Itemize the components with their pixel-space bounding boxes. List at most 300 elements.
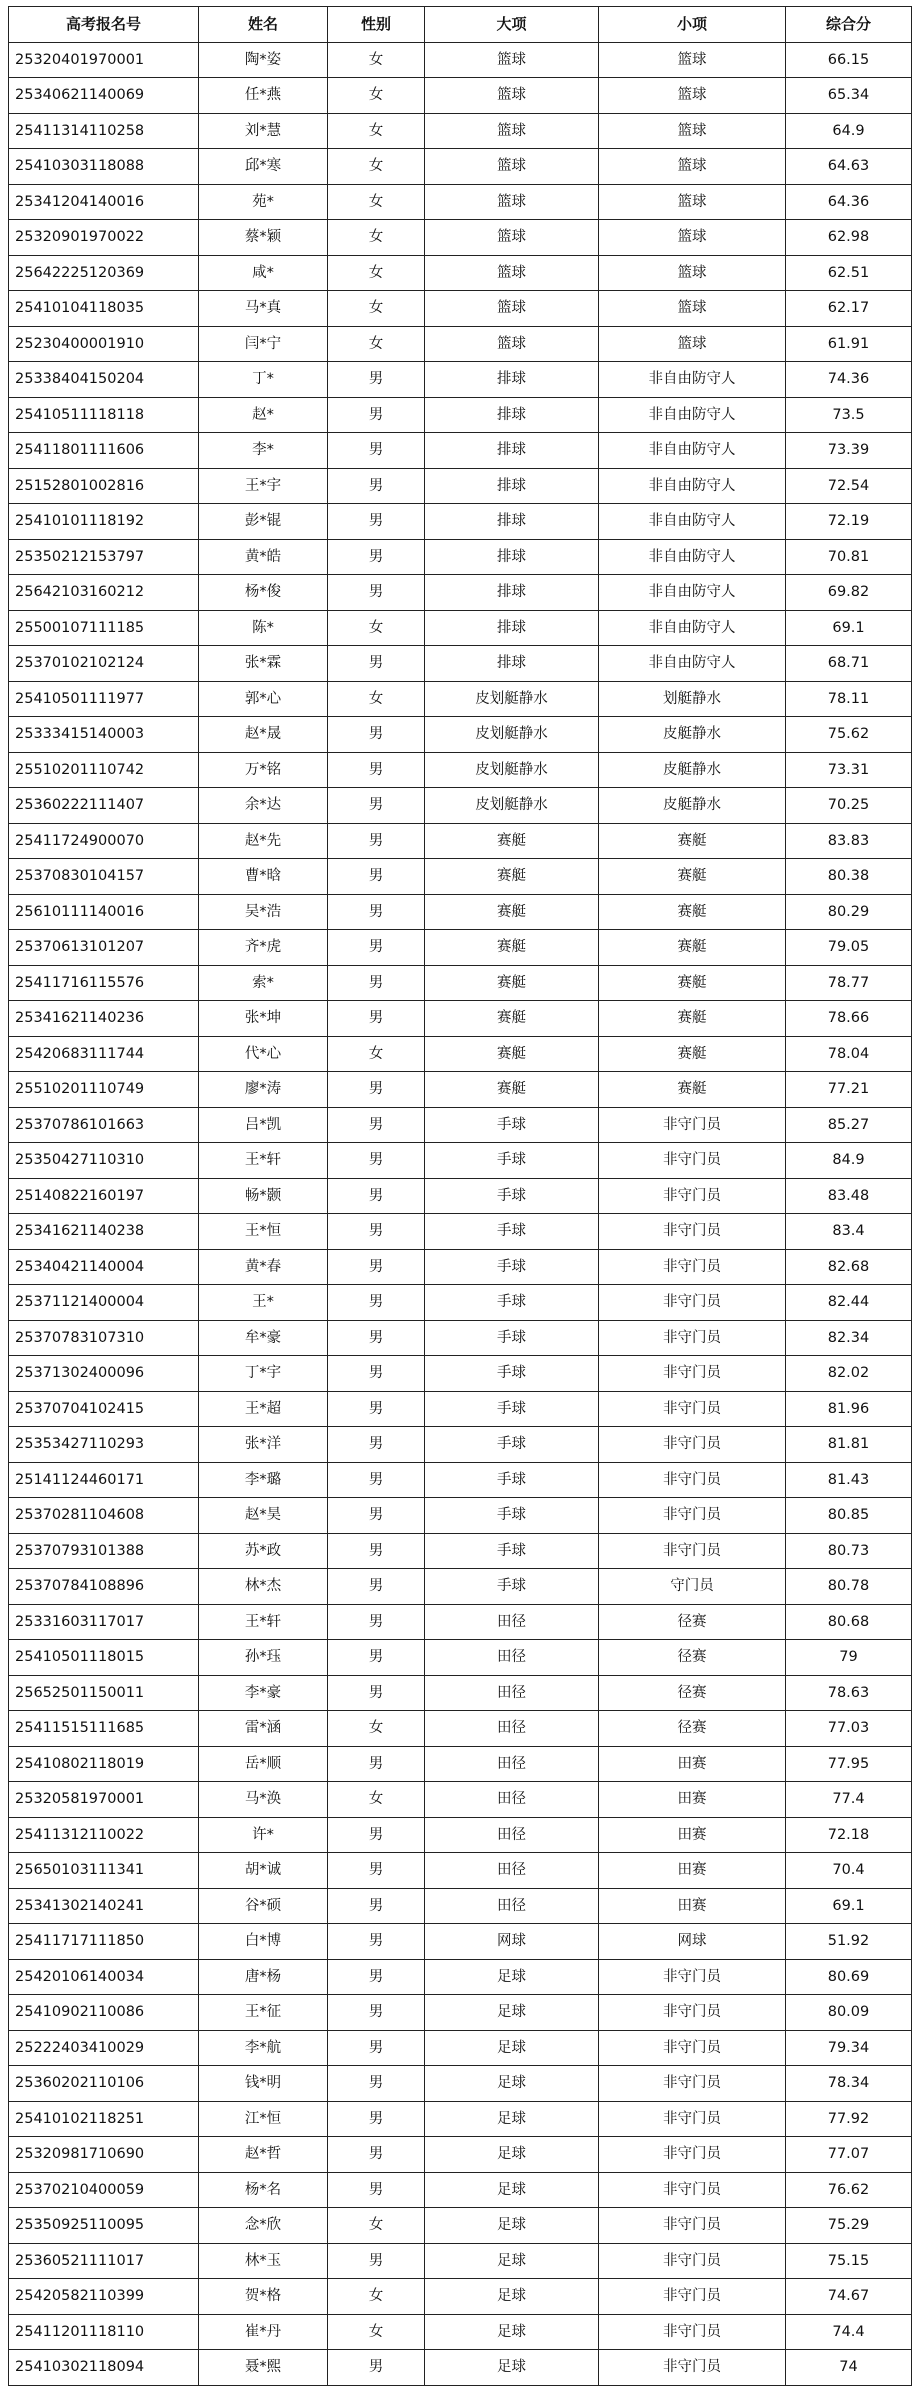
sport-cell: 足球 [425, 2243, 599, 2279]
name-cell: 黄*皓 [199, 539, 328, 575]
event-cell: 径赛 [599, 1604, 786, 1640]
table-row [9, 1817, 912, 1853]
name-cell: 吴*浩 [199, 894, 328, 930]
sport-cell: 赛艇 [425, 859, 599, 895]
name-cell: 胡*诚 [199, 1853, 328, 1889]
name-cell: 贺*格 [199, 2279, 328, 2315]
sport-cell: 手球 [425, 1249, 599, 1285]
exam-id-cell: 25370210400059 [9, 2172, 199, 2208]
gender-cell: 男 [328, 397, 425, 433]
header-score: 综合分 [786, 7, 912, 43]
gender-cell: 男 [328, 2350, 425, 2386]
score-cell: 80.09 [786, 1995, 912, 2031]
table-row [9, 1178, 912, 1214]
name-cell: 牟*豪 [199, 1320, 328, 1356]
score-cell: 68.71 [786, 646, 912, 682]
sport-cell: 排球 [425, 362, 599, 398]
exam-id-cell: 25410101118192 [9, 504, 199, 540]
event-cell: 非守门员 [599, 1356, 786, 1392]
exam-id-cell: 25610111140016 [9, 894, 199, 930]
gender-cell: 男 [328, 1817, 425, 1853]
event-cell: 赛艇 [599, 1001, 786, 1037]
sport-cell: 足球 [425, 2350, 599, 2386]
gender-cell: 女 [328, 291, 425, 327]
sport-cell: 手球 [425, 1107, 599, 1143]
table-row [9, 717, 912, 753]
sport-cell: 皮划艇静水 [425, 788, 599, 824]
score-cell: 80.73 [786, 1533, 912, 1569]
score-cell: 76.62 [786, 2172, 912, 2208]
exam-id-cell: 25411724900070 [9, 823, 199, 859]
score-cell: 72.19 [786, 504, 912, 540]
sport-cell: 足球 [425, 2314, 599, 2350]
score-cell: 75.62 [786, 717, 912, 753]
exam-id-cell: 25410104118035 [9, 291, 199, 327]
name-cell: 齐*虎 [199, 930, 328, 966]
event-cell: 划艇静水 [599, 681, 786, 717]
name-cell: 蔡*颖 [199, 220, 328, 256]
score-cell: 77.92 [786, 2101, 912, 2137]
event-cell: 非守门员 [599, 1178, 786, 1214]
event-cell: 赛艇 [599, 859, 786, 895]
exam-id-cell: 25411201118110 [9, 2314, 199, 2350]
event-cell: 非守门员 [599, 1462, 786, 1498]
exam-id-cell: 25411716115576 [9, 965, 199, 1001]
exam-id-cell: 25370613101207 [9, 930, 199, 966]
exam-id-cell: 25371121400004 [9, 1285, 199, 1321]
sport-cell: 手球 [425, 1285, 599, 1321]
table-row [9, 2137, 912, 2173]
table-row [9, 894, 912, 930]
event-cell: 田赛 [599, 1888, 786, 1924]
score-cell: 70.81 [786, 539, 912, 575]
name-cell: 苑* [199, 184, 328, 220]
score-cell: 74 [786, 2350, 912, 2386]
gender-cell: 男 [328, 1249, 425, 1285]
name-cell: 赵* [199, 397, 328, 433]
table-row [9, 255, 912, 291]
event-cell: 非自由防守人 [599, 468, 786, 504]
score-cell: 78.66 [786, 1001, 912, 1037]
score-cell: 82.02 [786, 1356, 912, 1392]
sport-cell: 排球 [425, 433, 599, 469]
gender-cell: 男 [328, 1533, 425, 1569]
exam-id-cell: 25500107111185 [9, 610, 199, 646]
gender-cell: 女 [328, 610, 425, 646]
table-header-row [9, 7, 912, 43]
exam-id-cell: 25320401970001 [9, 42, 199, 78]
gender-cell: 男 [328, 1640, 425, 1676]
event-cell: 非守门员 [599, 1285, 786, 1321]
event-cell: 非守门员 [599, 2172, 786, 2208]
exam-id-cell: 25341621140238 [9, 1214, 199, 1250]
gender-cell: 男 [328, 1107, 425, 1143]
gender-cell: 男 [328, 539, 425, 575]
table-row [9, 1569, 912, 1605]
event-cell: 篮球 [599, 42, 786, 78]
name-cell: 李* [199, 433, 328, 469]
name-cell: 马*涣 [199, 1782, 328, 1818]
sport-cell: 手球 [425, 1356, 599, 1392]
gender-cell: 男 [328, 788, 425, 824]
exam-id-cell: 25370793101388 [9, 1533, 199, 1569]
name-cell: 赵*晟 [199, 717, 328, 753]
event-cell: 径赛 [599, 1711, 786, 1747]
gender-cell: 男 [328, 575, 425, 611]
exam-id-cell: 25370704102415 [9, 1391, 199, 1427]
exam-id-cell: 25411801111606 [9, 433, 199, 469]
exam-id-cell: 25410302118094 [9, 2350, 199, 2386]
table-row [9, 1249, 912, 1285]
name-cell: 李*璐 [199, 1462, 328, 1498]
score-cell: 78.34 [786, 2066, 912, 2102]
table-row [9, 1640, 912, 1676]
name-cell: 王*轩 [199, 1604, 328, 1640]
score-cell: 77.4 [786, 1782, 912, 1818]
name-cell: 林*玉 [199, 2243, 328, 2279]
event-cell: 非自由防守人 [599, 433, 786, 469]
exam-id-cell: 25341204140016 [9, 184, 199, 220]
gender-cell: 男 [328, 717, 425, 753]
sport-cell: 手球 [425, 1427, 599, 1463]
table-row [9, 220, 912, 256]
exam-id-cell: 25371302400096 [9, 1356, 199, 1392]
score-cell: 74.36 [786, 362, 912, 398]
table-row [9, 504, 912, 540]
exam-id-cell: 25360222111407 [9, 788, 199, 824]
score-cell: 75.29 [786, 2208, 912, 2244]
sport-cell: 篮球 [425, 184, 599, 220]
name-cell: 任*燕 [199, 78, 328, 114]
sport-cell: 足球 [425, 2030, 599, 2066]
exam-id-cell: 25410303118088 [9, 149, 199, 185]
exam-id-cell: 25350925110095 [9, 2208, 199, 2244]
header-exam-id: 高考报名号 [9, 7, 199, 43]
exam-id-cell: 25350212153797 [9, 539, 199, 575]
event-cell: 篮球 [599, 291, 786, 327]
event-cell: 赛艇 [599, 1036, 786, 1072]
table-row [9, 326, 912, 362]
gender-cell: 男 [328, 2030, 425, 2066]
gender-cell: 男 [328, 1320, 425, 1356]
event-cell: 田赛 [599, 1817, 786, 1853]
score-cell: 82.34 [786, 1320, 912, 1356]
table-row [9, 788, 912, 824]
event-cell: 非守门员 [599, 2243, 786, 2279]
sport-cell: 手球 [425, 1320, 599, 1356]
table-row [9, 2314, 912, 2350]
name-cell: 万*铭 [199, 752, 328, 788]
name-cell: 陶*姿 [199, 42, 328, 78]
exam-id-cell: 25410902110086 [9, 1995, 199, 2031]
name-cell: 孙*珏 [199, 1640, 328, 1676]
table-row [9, 2030, 912, 2066]
gender-cell: 男 [328, 1285, 425, 1321]
exam-id-cell: 25353427110293 [9, 1427, 199, 1463]
exam-id-cell: 25370783107310 [9, 1320, 199, 1356]
sport-cell: 赛艇 [425, 1036, 599, 1072]
gender-cell: 男 [328, 1001, 425, 1037]
score-cell: 74.4 [786, 2314, 912, 2350]
name-cell: 陈* [199, 610, 328, 646]
name-cell: 索* [199, 965, 328, 1001]
exam-id-cell: 25320901970022 [9, 220, 199, 256]
exam-id-cell: 25370830104157 [9, 859, 199, 895]
score-cell: 77.03 [786, 1711, 912, 1747]
gender-cell: 男 [328, 1391, 425, 1427]
event-cell: 网球 [599, 1924, 786, 1960]
gender-cell: 男 [328, 2066, 425, 2102]
sport-cell: 赛艇 [425, 965, 599, 1001]
name-cell: 聂*熙 [199, 2350, 328, 2386]
event-cell: 非自由防守人 [599, 539, 786, 575]
event-cell: 守门员 [599, 1569, 786, 1605]
table-row [9, 1498, 912, 1534]
gender-cell: 男 [328, 1462, 425, 1498]
score-cell: 79.34 [786, 2030, 912, 2066]
table-row [9, 2350, 912, 2386]
score-cell: 77.07 [786, 2137, 912, 2173]
event-cell: 非守门员 [599, 2208, 786, 2244]
gender-cell: 女 [328, 326, 425, 362]
gender-cell: 男 [328, 752, 425, 788]
event-cell: 非守门员 [599, 1427, 786, 1463]
name-cell: 雷*涵 [199, 1711, 328, 1747]
sport-cell: 田径 [425, 1711, 599, 1747]
event-cell: 田赛 [599, 1853, 786, 1889]
table-row [9, 1853, 912, 1889]
exam-id-cell: 25510201110749 [9, 1072, 199, 1108]
exam-id-cell: 25370784108896 [9, 1569, 199, 1605]
sport-cell: 皮划艇静水 [425, 752, 599, 788]
event-cell: 非守门员 [599, 1143, 786, 1179]
gender-cell: 女 [328, 1711, 425, 1747]
table-row [9, 1675, 912, 1711]
table-row [9, 42, 912, 78]
event-cell: 田赛 [599, 1782, 786, 1818]
event-cell: 篮球 [599, 149, 786, 185]
name-cell: 江*恒 [199, 2101, 328, 2137]
score-cell: 65.34 [786, 78, 912, 114]
gender-cell: 男 [328, 468, 425, 504]
table-row [9, 1462, 912, 1498]
exam-id-cell: 25320581970001 [9, 1782, 199, 1818]
sport-cell: 足球 [425, 2066, 599, 2102]
score-cell: 78.11 [786, 681, 912, 717]
score-cell: 77.95 [786, 1746, 912, 1782]
score-cell: 80.78 [786, 1569, 912, 1605]
name-cell: 王*宇 [199, 468, 328, 504]
name-cell: 代*心 [199, 1036, 328, 1072]
gender-cell: 男 [328, 894, 425, 930]
exam-id-cell: 25341621140236 [9, 1001, 199, 1037]
table-row [9, 1995, 912, 2031]
table-row [9, 78, 912, 114]
table-row [9, 1604, 912, 1640]
sport-cell: 排球 [425, 575, 599, 611]
event-cell: 篮球 [599, 220, 786, 256]
event-cell: 皮艇静水 [599, 717, 786, 753]
event-cell: 径赛 [599, 1640, 786, 1676]
name-cell: 李*豪 [199, 1675, 328, 1711]
table-row [9, 1711, 912, 1747]
event-cell: 田赛 [599, 1746, 786, 1782]
sport-cell: 排球 [425, 646, 599, 682]
gender-cell: 女 [328, 113, 425, 149]
exam-id-cell: 25411717111850 [9, 1924, 199, 1960]
gender-cell: 女 [328, 184, 425, 220]
exam-id-cell: 25340621140069 [9, 78, 199, 114]
name-cell: 赵*昊 [199, 1498, 328, 1534]
sport-cell: 田径 [425, 1640, 599, 1676]
score-cell: 66.15 [786, 42, 912, 78]
exam-id-cell: 25410501111977 [9, 681, 199, 717]
name-cell: 谷*硕 [199, 1888, 328, 1924]
score-cell: 80.85 [786, 1498, 912, 1534]
table-row [9, 1143, 912, 1179]
table-row [9, 2101, 912, 2137]
table-row [9, 1782, 912, 1818]
table-row [9, 859, 912, 895]
gender-cell: 男 [328, 2243, 425, 2279]
sport-cell: 足球 [425, 2172, 599, 2208]
gender-cell: 男 [328, 930, 425, 966]
name-cell: 郭*心 [199, 681, 328, 717]
sport-cell: 篮球 [425, 42, 599, 78]
event-cell: 非自由防守人 [599, 362, 786, 398]
exam-id-cell: 25420582110399 [9, 2279, 199, 2315]
exam-id-cell: 25420683111744 [9, 1036, 199, 1072]
score-cell: 69.82 [786, 575, 912, 611]
sport-cell: 篮球 [425, 78, 599, 114]
event-cell: 篮球 [599, 255, 786, 291]
event-cell: 非守门员 [599, 1249, 786, 1285]
exam-id-cell: 25410802118019 [9, 1746, 199, 1782]
gender-cell: 男 [328, 2101, 425, 2137]
name-cell: 张*坤 [199, 1001, 328, 1037]
sport-cell: 篮球 [425, 255, 599, 291]
name-cell: 咸* [199, 255, 328, 291]
score-cell: 83.4 [786, 1214, 912, 1250]
score-cell: 64.36 [786, 184, 912, 220]
score-cell: 80.38 [786, 859, 912, 895]
table-row [9, 468, 912, 504]
sport-cell: 足球 [425, 2101, 599, 2137]
gender-cell: 男 [328, 1888, 425, 1924]
score-cell: 82.44 [786, 1285, 912, 1321]
exam-id-cell: 25420106140034 [9, 1959, 199, 1995]
sport-cell: 赛艇 [425, 823, 599, 859]
name-cell: 畅*颢 [199, 1178, 328, 1214]
score-cell: 69.1 [786, 1888, 912, 1924]
table-row [9, 433, 912, 469]
event-cell: 非自由防守人 [599, 610, 786, 646]
name-cell: 王*轩 [199, 1143, 328, 1179]
score-cell: 70.4 [786, 1853, 912, 1889]
score-cell: 79.05 [786, 930, 912, 966]
gender-cell: 男 [328, 1675, 425, 1711]
score-cell: 80.29 [786, 894, 912, 930]
exam-id-cell: 25222403410029 [9, 2030, 199, 2066]
sport-cell: 排球 [425, 397, 599, 433]
gender-cell: 男 [328, 646, 425, 682]
gender-cell: 男 [328, 1178, 425, 1214]
sport-cell: 网球 [425, 1924, 599, 1960]
table-row [9, 1427, 912, 1463]
name-cell: 许* [199, 1817, 328, 1853]
exam-id-cell: 25230400001910 [9, 326, 199, 362]
gender-cell: 男 [328, 504, 425, 540]
exam-id-cell: 25411314110258 [9, 113, 199, 149]
gender-cell: 女 [328, 681, 425, 717]
name-cell: 王*征 [199, 1995, 328, 2031]
sport-cell: 手球 [425, 1214, 599, 1250]
sport-cell: 田径 [425, 1675, 599, 1711]
table-row [9, 1888, 912, 1924]
exam-id-cell: 25141124460171 [9, 1462, 199, 1498]
sport-cell: 皮划艇静水 [425, 717, 599, 753]
table-row [9, 2208, 912, 2244]
event-cell: 非守门员 [599, 2066, 786, 2102]
sport-cell: 赛艇 [425, 894, 599, 930]
sport-cell: 足球 [425, 1959, 599, 1995]
sport-cell: 排球 [425, 504, 599, 540]
gender-cell: 女 [328, 149, 425, 185]
score-cell: 73.5 [786, 397, 912, 433]
sport-cell: 赛艇 [425, 930, 599, 966]
exam-id-cell: 25370102102124 [9, 646, 199, 682]
table-row [9, 1072, 912, 1108]
event-cell: 非守门员 [599, 2279, 786, 2315]
gender-cell: 女 [328, 42, 425, 78]
score-cell: 81.43 [786, 1462, 912, 1498]
table-row [9, 291, 912, 327]
sport-cell: 手球 [425, 1143, 599, 1179]
exam-id-cell: 25350427110310 [9, 1143, 199, 1179]
event-cell: 非守门员 [599, 2101, 786, 2137]
sport-cell: 田径 [425, 1604, 599, 1640]
gender-cell: 男 [328, 1924, 425, 1960]
score-cell: 64.9 [786, 113, 912, 149]
score-cell: 81.96 [786, 1391, 912, 1427]
sport-cell: 田径 [425, 1888, 599, 1924]
sport-cell: 排球 [425, 468, 599, 504]
score-cell: 78.04 [786, 1036, 912, 1072]
score-cell: 61.91 [786, 326, 912, 362]
name-cell: 曹*晗 [199, 859, 328, 895]
table-row [9, 1959, 912, 1995]
exam-id-cell: 25370281104608 [9, 1498, 199, 1534]
gender-cell: 男 [328, 1746, 425, 1782]
table-row [9, 1924, 912, 1960]
score-cell: 70.25 [786, 788, 912, 824]
event-cell: 赛艇 [599, 1072, 786, 1108]
table-row [9, 823, 912, 859]
score-cell: 72.18 [786, 1817, 912, 1853]
score-cell: 77.21 [786, 1072, 912, 1108]
gender-cell: 男 [328, 2172, 425, 2208]
sport-cell: 篮球 [425, 326, 599, 362]
name-cell: 林*杰 [199, 1569, 328, 1605]
gender-cell: 女 [328, 1782, 425, 1818]
gender-cell: 男 [328, 1569, 425, 1605]
admission-score-table [8, 6, 912, 2386]
table-row [9, 149, 912, 185]
name-cell: 王* [199, 1285, 328, 1321]
table-row [9, 1356, 912, 1392]
gender-cell: 女 [328, 1036, 425, 1072]
header-event: 小项 [599, 7, 786, 43]
